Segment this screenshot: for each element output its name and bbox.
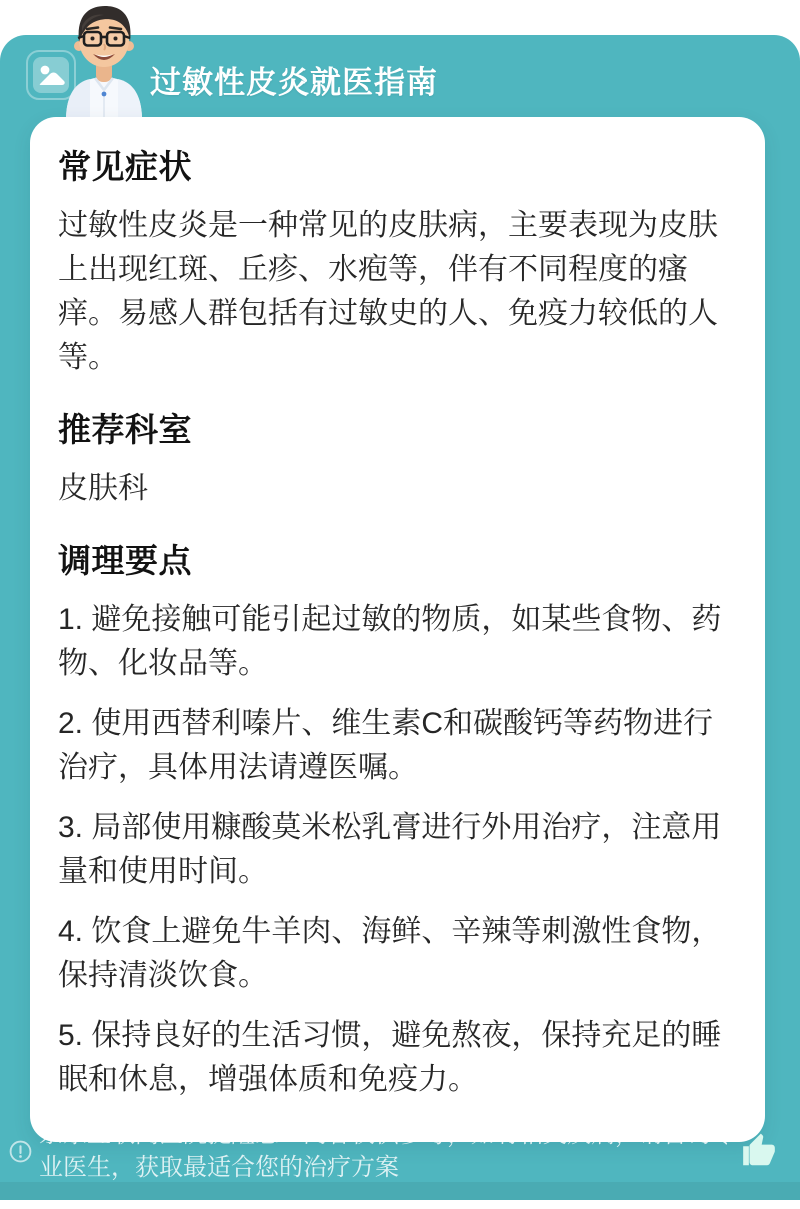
thumbs-up-icon[interactable] <box>740 1132 778 1170</box>
care-item-2: 2. 使用西替利嗪片、维生素C和碳酸钙等药物进行治疗，具体用法请遵医嘱。 <box>58 707 714 784</box>
section-heading-symptoms: 常见症状 <box>58 148 192 185</box>
doctor-avatar <box>52 2 156 120</box>
page-title: 过敏性皮炎就医指南 <box>150 65 438 100</box>
care-item-3: 3. 局部使用糠酸莫米松乳膏进行外用治疗，注意用量和使用时间。 <box>58 811 722 888</box>
guide-panel <box>0 35 800 1200</box>
guide-header <box>0 35 800 117</box>
disclaimer-footer <box>0 1118 800 1184</box>
care-item-5: 5. 保持良好的生活习惯，避免熬夜，保持充足的睡眠和休息，增强体质和免疫力。 <box>58 1019 722 1096</box>
care-item-4: 4. 饮食上避免牛羊肉、海鲜、辛辣等刺激性食物，保持清淡饮食。 <box>58 915 722 992</box>
disclaimer-text: 京东互联网医院提醒您：内容仅供参考，如有相关疾病，请咨询专业医生，获取最适合您的治疗方案 <box>39 1121 735 1181</box>
circle-exclamation-icon <box>8 1139 33 1164</box>
section-heading-care: 调理要点 <box>58 542 192 579</box>
section-heading-department: 推荐科室 <box>58 411 192 448</box>
care-item-1: 1. 避免接触可能引起过敏的物质，如某些食物、药物、化妆品等。 <box>58 603 722 680</box>
content-card <box>30 117 765 1142</box>
symptoms-paragraph: 过敏性皮炎是一种常见的皮肤病，主要表现为皮肤上出现红斑、丘疹、水疱等，伴有不同程度的瘙痒。易感人群包括有过敏史的人、免疫力较低的人等。 <box>58 209 718 374</box>
department-paragraph: 皮肤科 <box>58 472 148 505</box>
